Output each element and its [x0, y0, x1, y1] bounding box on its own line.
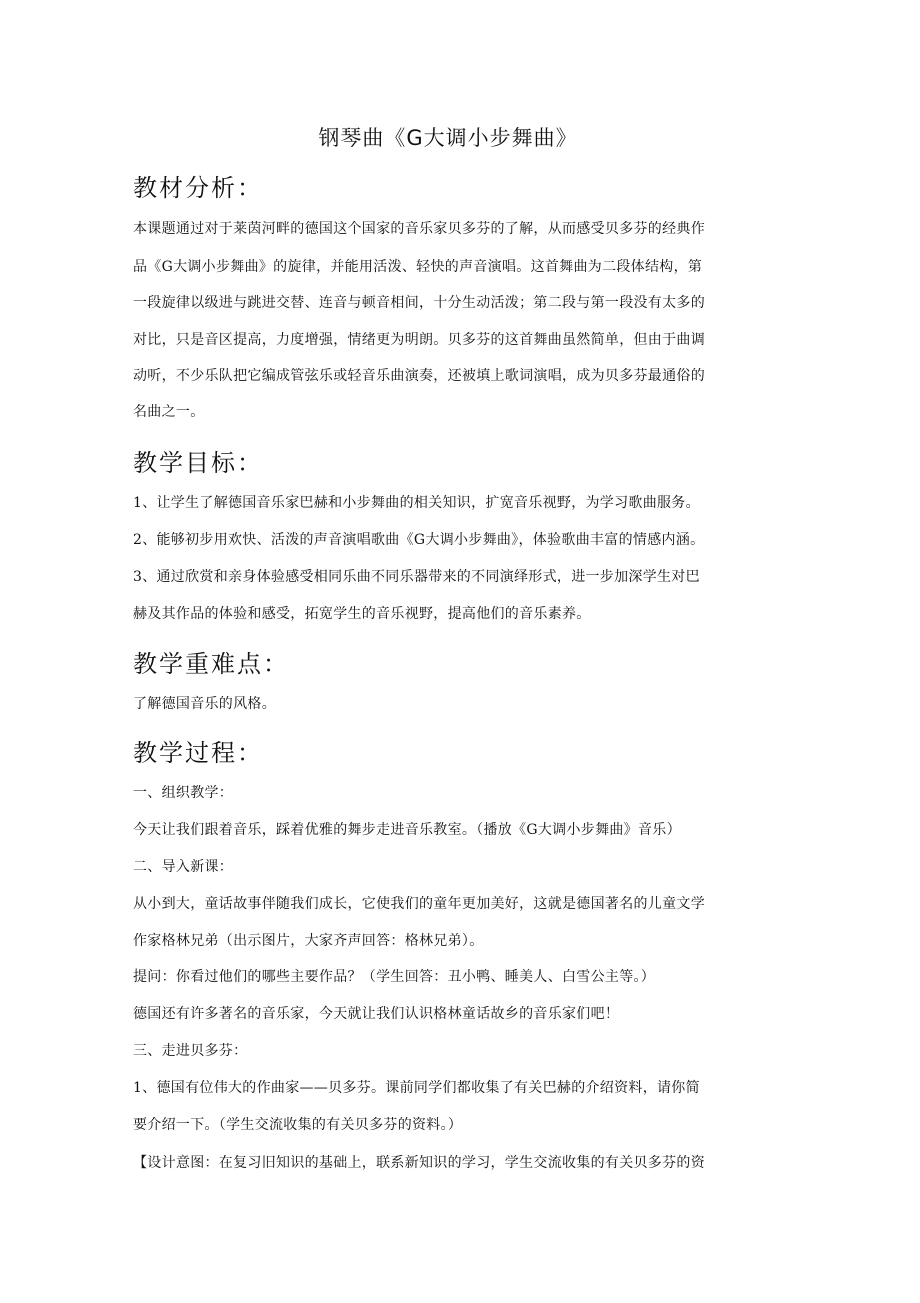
page-title: 钢琴曲《G大调小步舞曲》: [318, 126, 578, 150]
process-line: 三、走进贝多芬：: [133, 1043, 248, 1059]
goal-item: 2、能够初步用欢快、活泼的声音演唱歌曲《G大调小步舞曲》，体验歌曲丰富的情感内涵。: [133, 532, 705, 548]
heading-analysis: 教材分析：: [133, 174, 263, 202]
analysis-line: 品《G大调小步舞曲》的旋律，并能用活泼、轻快的声音演唱。这首舞曲为二段体结构，第: [133, 259, 703, 275]
analysis-line: 动听，不少乐队把它编成管弦乐或轻音乐曲演奏，还被填上歌词演唱，成为贝多芬最通俗的: [133, 368, 705, 384]
process-line: 一、组织教学：: [133, 785, 234, 801]
keypoints-text: 了解德国音乐的风格。: [133, 696, 276, 712]
process-line: 今天让我们跟着音乐，踩着优雅的舞步走进音乐教室。（播放《G大调小步舞曲》音乐）: [133, 822, 681, 838]
process-line: 要介绍一下。（学生交流收集的有关贝多芬的资料。）: [133, 1117, 463, 1133]
analysis-line: 对比，只是音区提高，力度增强，情绪更为明朗。贝多芬的这首舞曲虽然简单，但由于曲调: [133, 332, 705, 348]
process-line: 提问：你看过他们的哪些主要作品？（学生回答：丑小鸭、睡美人、白雪公主等。）: [133, 969, 656, 985]
process-line: 德国还有许多著名的音乐家，今天就让我们认识格林童话故乡的音乐家们吧！: [133, 1006, 620, 1022]
process-line: 从小到大，童话故事伴随我们成长，它使我们的童年更加美好，这就是德国著名的儿童文学: [133, 896, 705, 912]
heading-goals: 教学目标：: [133, 449, 263, 477]
process-line: 作家格林兄弟（出示图片，大家齐声回答：格林兄弟）。: [133, 933, 484, 949]
process-line: 二、导入新课：: [133, 859, 234, 875]
analysis-line: 一段旋律以级进与跳进交替、连音与顿音相间，十分生动活泼；第二段与第一段没有太多的: [133, 295, 705, 311]
heading-process: 教学过程：: [133, 739, 263, 767]
heading-keypoints: 教学重难点：: [133, 650, 289, 678]
goal-item: 1、让学生了解德国音乐家巴赫和小步舞曲的相关知识，扩宽音乐视野，为学习歌曲服务。: [133, 495, 700, 511]
goal-item: 3、通过欣赏和亲身体验感受相同乐曲不同乐器带来的不同演绎形式，进一步加深学生对巴: [133, 569, 700, 585]
goal-item: 赫及其作品的体验和感受，拓宽学生的音乐视野，提高他们的音乐素养。: [133, 606, 591, 622]
process-line: 【设计意图：在复习旧知识的基础上，联系新知识的学习，学生交流收集的有关贝多芬的资: [133, 1155, 705, 1171]
analysis-line: 名曲之一。: [133, 404, 205, 420]
process-line: 1、德国有位伟大的作曲家——贝多芬。课前同学们都收集了有关巴赫的介绍资料，请你简: [133, 1080, 700, 1096]
analysis-line: 本课题通过对于莱茵河畔的德国这个国家的音乐家贝多芬的了解，从而感受贝多芬的经典作: [133, 221, 705, 237]
